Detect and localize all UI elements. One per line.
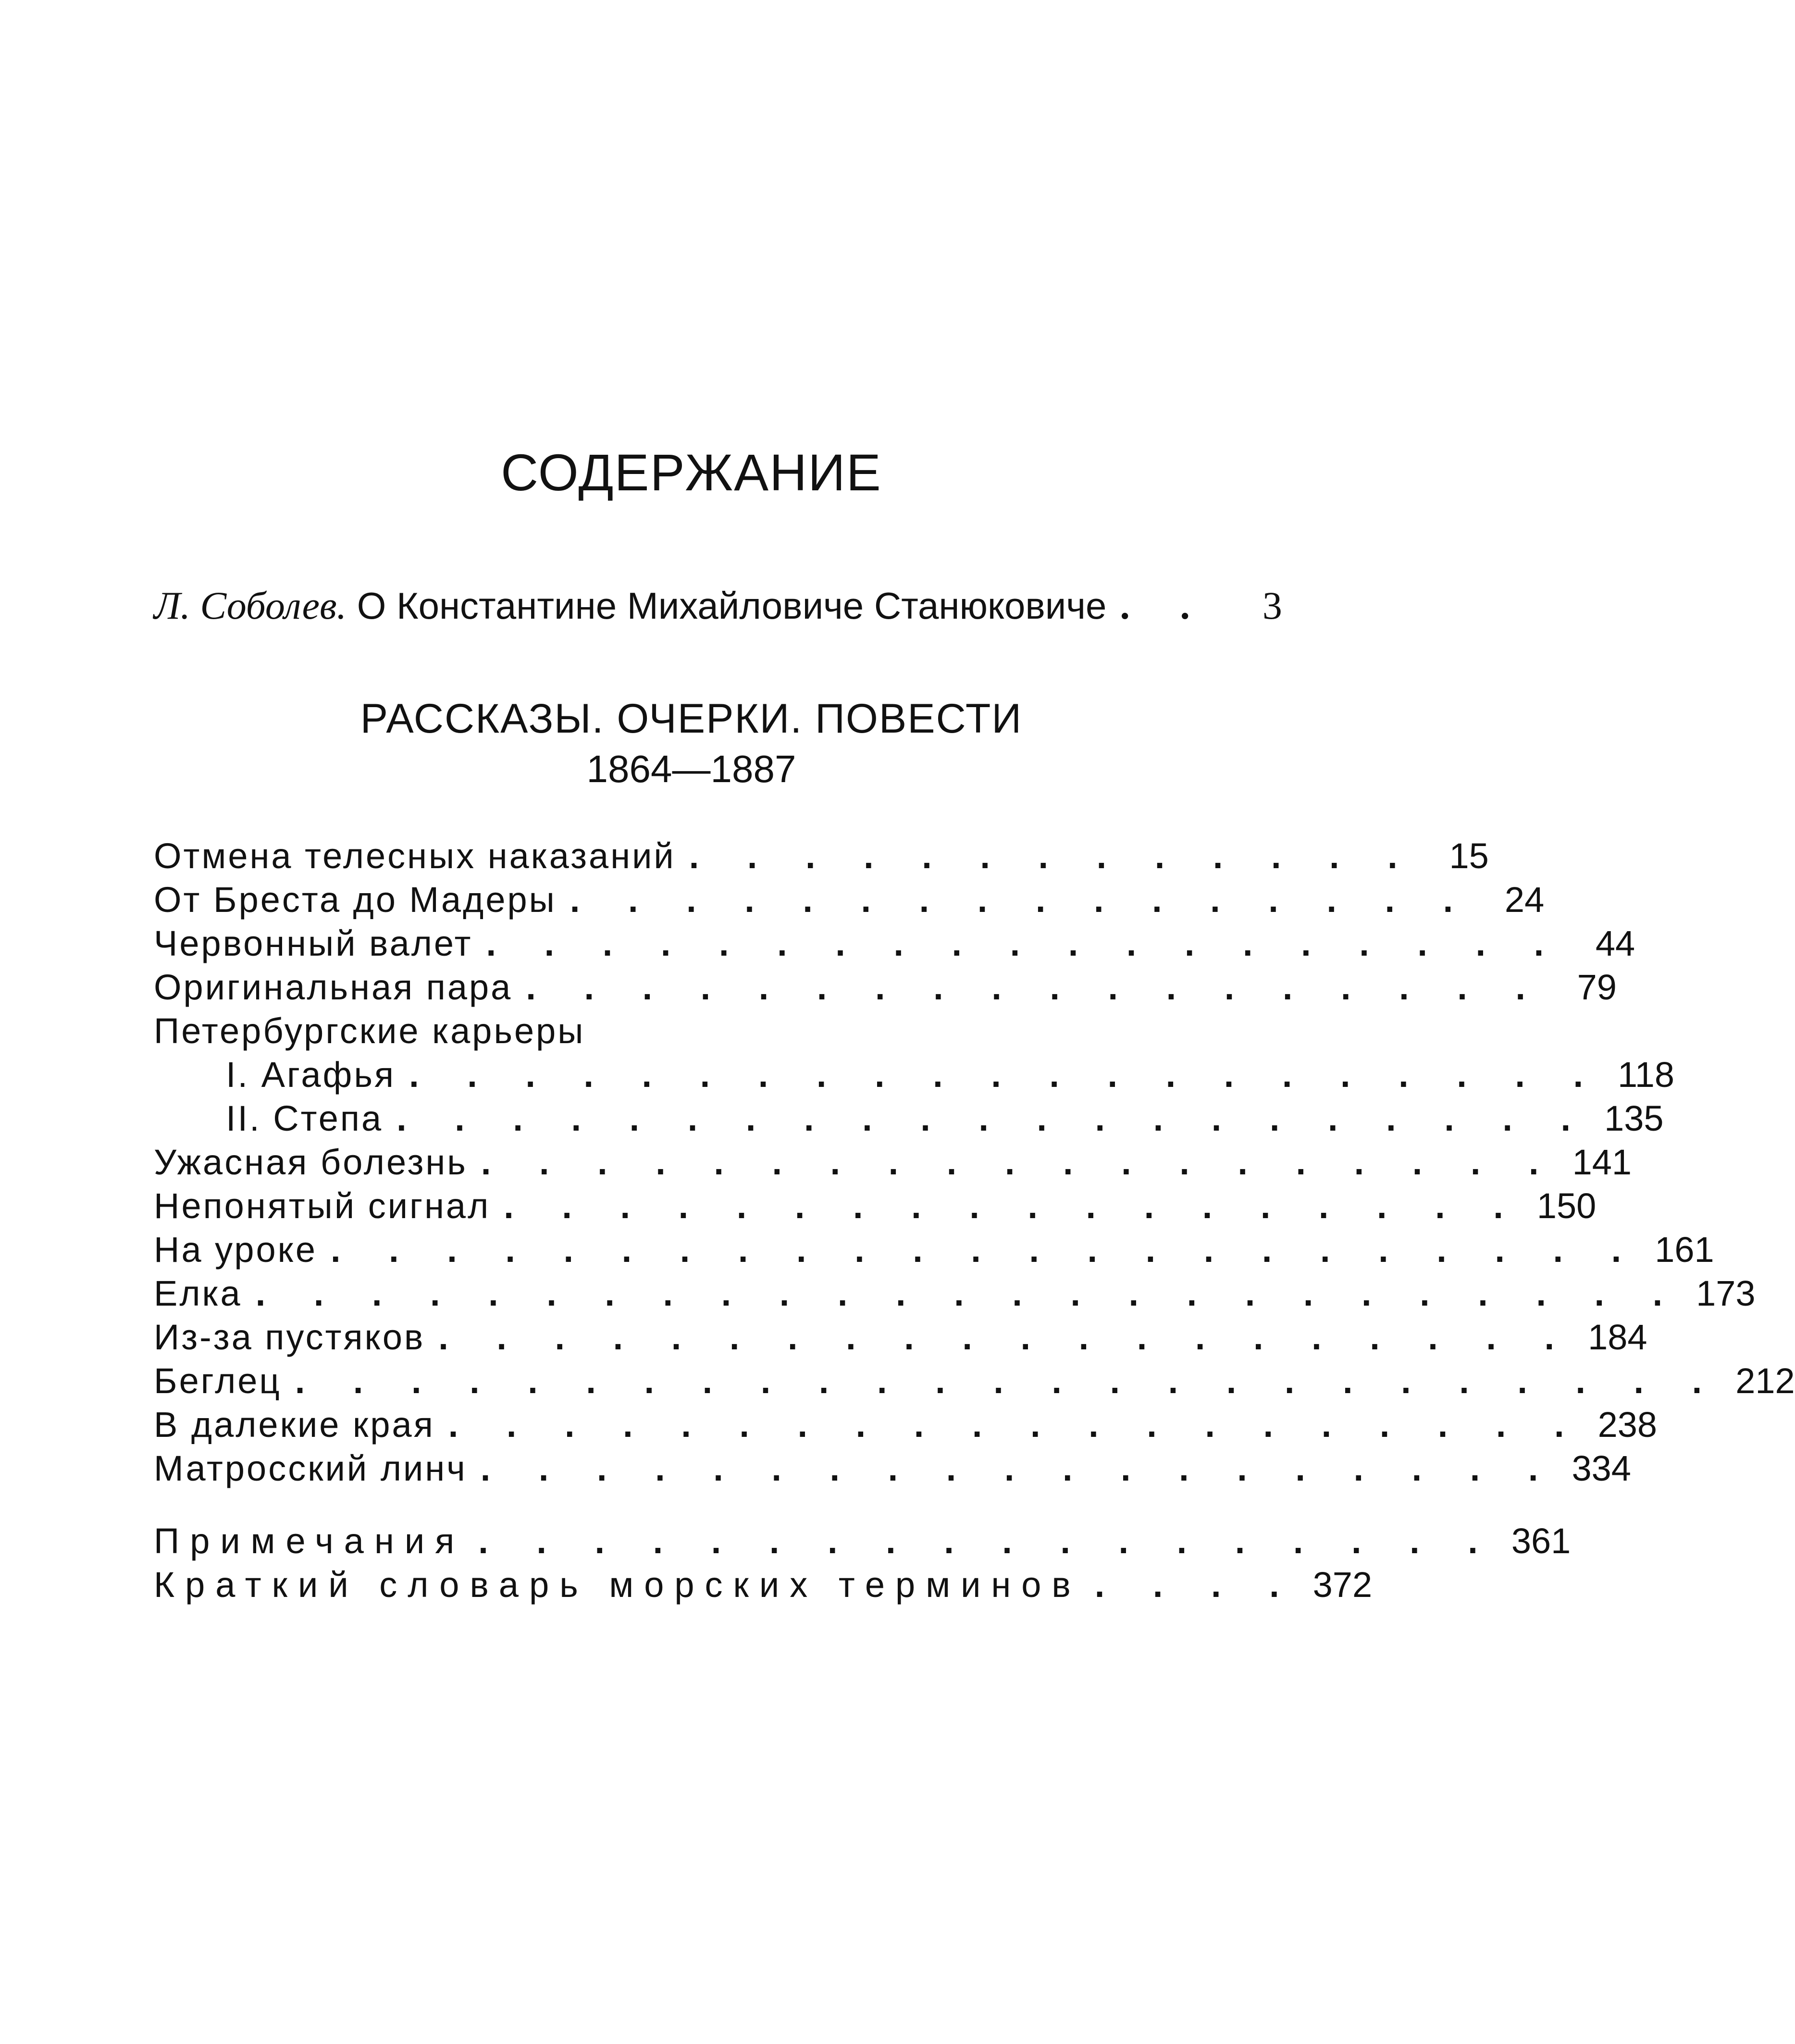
toc-subentry[interactable] <box>154 1097 1664 1140</box>
page-number: 184 <box>1588 1317 1647 1357</box>
toc-entry-title: Непонятый сигнал <box>154 1186 491 1226</box>
dot-leader: . . . . . . . . . . . . . . . . . . . <box>480 1448 1558 1488</box>
intro-title <box>347 582 1106 630</box>
page-number: 372 <box>1312 1565 1373 1605</box>
page-number: 141 <box>1572 1142 1632 1182</box>
toc-entry-title: Оригинальная пара <box>154 967 513 1007</box>
toc-entry-title: Червонный валет <box>154 923 473 963</box>
toc-entry[interactable] <box>154 922 1635 965</box>
toc-entry-title: Отмена телесных наказаний <box>154 836 676 876</box>
page-number: 334 <box>1572 1448 1631 1488</box>
page-number: 79 <box>1577 967 1617 1007</box>
toc-entry-title: Из-за пустяков <box>154 1317 425 1357</box>
page-number: 24 <box>1504 880 1545 920</box>
dot-leader: . . . . . . . . . . . . . . . . <box>569 880 1473 920</box>
intro-title-text: О Константине Михайловиче Станюковиче <box>357 585 1107 627</box>
page-number: 118 <box>1618 1055 1675 1095</box>
dot-leader: . . <box>1120 584 1210 627</box>
toc-entry-title: В далекие края <box>154 1405 435 1445</box>
toc-entry[interactable] <box>154 1140 1632 1184</box>
toc-entry[interactable] <box>154 965 1617 1009</box>
dot-leader: . . . . . . . . . . . . . <box>689 836 1417 876</box>
page-number: 161 <box>1655 1230 1714 1270</box>
dot-leader: . . . . . . . . . . . . . . . . . . <box>478 1521 1497 1561</box>
toc-entry-glossary[interactable] <box>154 1563 1373 1607</box>
toc-entry-title: На уроке <box>154 1230 317 1270</box>
toc-entry-title: От Бреста до Мадеры <box>154 880 557 920</box>
dot-leader: . . . . . . . . . . . . . . . . . . <box>504 1186 1523 1226</box>
toc-entry-title: Ужасная болезнь <box>154 1142 468 1182</box>
toc-entry-title: Примечания <box>154 1521 465 1561</box>
toc-entry-title: Беглец <box>154 1361 282 1401</box>
toc-entry[interactable] <box>154 1228 1714 1271</box>
page-number: 238 <box>1597 1405 1658 1445</box>
toc-entry[interactable] <box>154 1446 1631 1490</box>
dot-leader: . . . . . . . . . . . . . . . . . . . <box>486 923 1563 963</box>
page-number: 361 <box>1511 1521 1571 1561</box>
page-number: 173 <box>1696 1273 1756 1313</box>
toc-list <box>154 834 1795 1490</box>
dot-leader: . . . . <box>1094 1565 1299 1605</box>
page-number: 15 <box>1449 836 1489 876</box>
toc-entry[interactable] <box>154 1271 1756 1315</box>
dot-leader: . . . . . . . . . . . . . . . . . . . . . <box>396 1098 1590 1138</box>
toc-entry-title: Матросский линч <box>154 1448 467 1488</box>
toc-group-heading <box>154 1009 1259 1053</box>
toc-group-title: Петербургские карьеры <box>154 1011 585 1051</box>
toc-entry-title: I. Агафья <box>226 1055 396 1095</box>
dot-leader: . . . . . . . . . . . . . . . . . . . <box>481 1142 1558 1182</box>
page-title: СОДЕРЖАНИЕ <box>501 443 882 501</box>
page-number: 212 <box>1735 1361 1795 1401</box>
dot-leader: . . . . . . . . . . . . . . . . . . . . . . . . . <box>255 1273 1682 1313</box>
toc-subentry[interactable] <box>154 1053 1675 1097</box>
page-number: 3 <box>1262 584 1282 627</box>
dot-leader: . . . . . . . . . . . . . . . . . . . . <box>438 1317 1574 1357</box>
toc-entry[interactable] <box>154 878 1545 922</box>
toc-entry[interactable] <box>154 1359 1795 1403</box>
dot-leader: . . . . . . . . . . . . . . . . . . . . <box>448 1405 1584 1445</box>
page-number: 44 <box>1595 923 1635 963</box>
toc-entry-title: Елка <box>154 1273 242 1313</box>
intro-entry[interactable] <box>154 582 1282 630</box>
page-number: 135 <box>1604 1098 1664 1138</box>
section-years: 1864—1887 <box>586 748 796 790</box>
toc-entry-title: II. Степа <box>226 1098 384 1138</box>
intro-author: Л. Соболев. <box>154 584 347 627</box>
toc-entry[interactable] <box>154 1403 1658 1446</box>
dot-leader: . . . . . . . . . . . . . . . . . . . . . <box>409 1055 1603 1095</box>
toc-entry-title: Краткий словарь морских терминов <box>154 1565 1081 1605</box>
toc-entry-notes[interactable] <box>154 1519 1571 1563</box>
section-heading: РАССКАЗЫ. ОЧЕРКИ. ПОВЕСТИ <box>360 696 1023 742</box>
toc-entry[interactable] <box>154 1315 1647 1359</box>
toc-entry[interactable] <box>154 1184 1597 1228</box>
dot-leader: . . . . . . . . . . . . . . . . . . <box>526 967 1545 1007</box>
dot-leader: . . . . . . . . . . . . . . . . . . . . . . . . . <box>295 1361 1721 1401</box>
dot-leader: . . . . . . . . . . . . . . . . . . . . . . . <box>331 1230 1641 1270</box>
page-number: 150 <box>1536 1186 1597 1226</box>
back-matter-list <box>154 1519 1571 1607</box>
toc-entry[interactable] <box>154 834 1489 878</box>
